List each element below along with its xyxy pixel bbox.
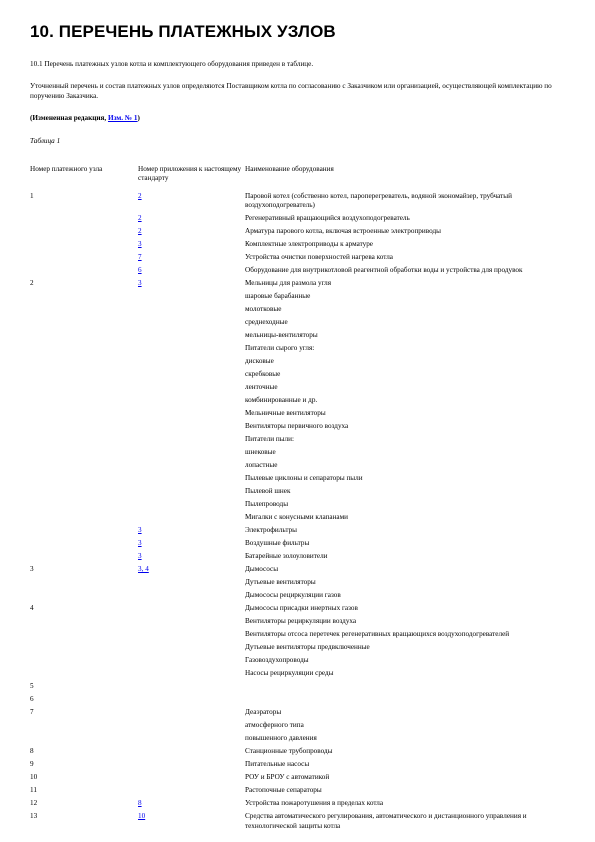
node-number-cell: 5 (30, 682, 34, 691)
node-number-cell (30, 513, 138, 526)
table-row (30, 192, 570, 214)
equipment-name-cell: Вентиляторы рециркуляции воздуха (245, 617, 357, 626)
equipment-name-cell: Дымососы (245, 565, 279, 574)
appendix-cell (138, 643, 245, 656)
table-row (30, 539, 570, 552)
appendix-link[interactable]: 3 (138, 279, 142, 288)
table-row (30, 734, 570, 747)
equipment-name-cell: среднеходные (245, 318, 288, 327)
appendix-link[interactable]: 3 (138, 240, 142, 249)
appendix-link[interactable]: 3 (138, 552, 142, 561)
table-row (30, 721, 570, 734)
edition-note (30, 114, 570, 123)
appendix-cell (138, 630, 245, 643)
table-row (30, 331, 570, 344)
appendix-cell (138, 487, 245, 500)
node-number-cell (30, 240, 138, 253)
equipment-name-cell: атмосферного типа (245, 721, 304, 730)
equipment-name-cell: мельницы-вентиляторы (245, 331, 318, 340)
equipment-name-cell: Питательные насосы (245, 760, 310, 769)
equipment-name-cell: Питатели пыли: (245, 435, 294, 444)
equipment-name-cell: Электрофильтры (245, 526, 297, 535)
table-row (30, 357, 570, 370)
node-number-cell: 6 (30, 695, 34, 704)
equipment-name-cell: Вентиляторы отсоса перетечек регенеративных вращающихся воздухоподогревателей (245, 630, 510, 639)
node-number-cell: 10 (30, 773, 38, 782)
node-number-cell: 8 (30, 747, 34, 756)
equipment-name-cell: Пылевые циклоны и сепараторы пыли (245, 474, 363, 483)
equipment-name-cell: шаровые барабанные (245, 292, 311, 301)
appendix-cell (138, 344, 245, 357)
node-number-cell (30, 669, 138, 682)
equipment-name-cell: Батарейные золоуловители (245, 552, 328, 561)
table-row (30, 370, 570, 383)
node-number-cell: 4 (30, 604, 34, 613)
page-title: 10. ПЕРЕЧЕНЬ ПЛАТЕЖНЫХ УЗЛОВ (30, 22, 336, 41)
equipment-name-cell: Устройства пожаротушения в пределах котла (245, 799, 384, 808)
appendix-link[interactable]: 10 (138, 812, 146, 821)
table-row (30, 448, 570, 461)
node-number-cell (30, 383, 138, 396)
appendix-cell (138, 253, 245, 266)
table-row (30, 422, 570, 435)
table-row (30, 253, 570, 266)
node-number-cell (30, 617, 138, 630)
appendix-cell (138, 721, 245, 734)
edition-prefix: (Измененная редакция, (30, 114, 108, 123)
header-node-number: Номер платежного узла (30, 165, 103, 174)
appendix-cell (138, 539, 245, 552)
equipment-name-cell: Регенеративный вращающийся воздухоподогреватель (245, 214, 410, 223)
equipment-name-cell: Мельницы для размола угля (245, 279, 332, 288)
node-number-cell (30, 357, 138, 370)
equipment-name-cell: комбинированные и др. (245, 396, 318, 405)
equipment-name-cell: Паровой котел (собственно котел, пароперегреватель, водяной экономайзер, трубчатый воздухоподогреватель) (245, 191, 512, 210)
appendix-link[interactable]: 7 (138, 253, 142, 262)
node-number-cell (30, 344, 138, 357)
appendix-cell (138, 370, 245, 383)
equipment-name-cell: Деаэраторы (245, 708, 282, 717)
table-row (30, 630, 570, 643)
table-caption: Таблица 1 (30, 136, 61, 145)
appendix-cell (138, 240, 245, 253)
appendix-cell (138, 591, 245, 604)
equipment-name-cell: Станционные трубопроводы (245, 747, 333, 756)
appendix-cell (138, 279, 245, 292)
node-number-cell (30, 552, 138, 565)
equipment-name-cell: Дутьевые вентиляторы (245, 578, 316, 587)
equipment-name-cell: Арматура парового котла, включая встроенные электроприводы (245, 227, 441, 236)
table-row (30, 760, 570, 773)
table-row (30, 513, 570, 526)
equipment-name-cell: Комплектные электроприводы к арматуре (245, 240, 374, 249)
equipment-name-cell (245, 682, 570, 695)
table-row (30, 396, 570, 409)
table-row (30, 773, 570, 786)
paragraph-specification: Уточненный перечень и состав платежных узлов определяются Поставщиком котла по согласованию с Заказчиком или организацией, осуществляющей комплектацию по поручению Заказчика. (30, 82, 552, 100)
appendix-cell (138, 799, 245, 812)
appendix-cell (138, 669, 245, 682)
appendix-cell (138, 396, 245, 409)
appendix-cell (138, 357, 245, 370)
node-number-cell: 11 (30, 786, 37, 795)
table-row (30, 708, 570, 721)
table-row (30, 695, 570, 708)
table-row (30, 526, 570, 539)
equipment-name-cell: дисковые (245, 357, 274, 366)
equipment-name-cell: Мельничные вентиляторы (245, 409, 326, 418)
equipment-name-cell: Дымососы присадки инертных газов (245, 604, 358, 613)
table-row (30, 799, 570, 812)
appendix-cell (138, 773, 245, 786)
table-row (30, 227, 570, 240)
equipment-name-cell: Растопочные сепараторы (245, 786, 322, 795)
appendix-link[interactable]: 3 (138, 526, 142, 535)
equipment-name-cell: Воздушные фильтры (245, 539, 310, 548)
appendix-link[interactable]: 3, 4 (138, 565, 149, 574)
table-row (30, 383, 570, 396)
equipment-name-cell: Дутьевые вентиляторы предвключенные (245, 643, 370, 652)
appendix-cell (138, 331, 245, 344)
node-number-cell (30, 214, 138, 227)
equipment-name-cell: Устройства очистки поверхностей нагрева котла (245, 253, 394, 262)
equipment-name-cell: Средства автоматического регулирования, автоматического и дистанционного управления и технологической защиты котла (245, 812, 527, 830)
table-row (30, 617, 570, 630)
node-number-cell (30, 578, 138, 591)
node-number-cell: 2 (30, 279, 34, 288)
appendix-link[interactable]: 2 (138, 214, 142, 223)
document-page (30, 22, 570, 835)
appendix-cell (138, 617, 245, 630)
table-row (30, 786, 570, 799)
table-row (30, 214, 570, 227)
appendix-cell (138, 786, 245, 799)
equipment-name-cell: лопастные (245, 461, 278, 470)
node-number-cell: 3 (30, 565, 34, 574)
equipment-name-cell: РОУ и БРОУ с автоматикой (245, 773, 330, 782)
node-number-cell (30, 422, 138, 435)
header-equipment-name: Наименование оборудования (245, 165, 334, 174)
equipment-name-cell: Вентиляторы первичного воздуха (245, 422, 349, 431)
node-number-cell: 12 (30, 799, 38, 808)
appendix-cell (138, 695, 245, 708)
node-number-cell (30, 396, 138, 409)
table-row (30, 643, 570, 656)
node-number-cell (30, 487, 138, 500)
table-row (30, 266, 570, 279)
appendix-cell (138, 708, 245, 721)
paragraph-10-1: 10.1 Перечень платежных узлов котла и комплектующего оборудования приведен в таблице. (30, 60, 314, 68)
table-row (30, 344, 570, 357)
equipment-name-cell: Дымососы рециркуляции газов (245, 591, 341, 600)
equipment-name-cell: ленточные (245, 383, 278, 392)
equipment-name-cell: Пылепроводы (245, 500, 289, 509)
appendix-link[interactable]: 2 (138, 227, 142, 236)
node-number-cell (30, 370, 138, 383)
equipment-name-cell (245, 695, 570, 708)
equipment-name-cell: Питатели сырого угля: (245, 344, 315, 353)
appendix-cell (138, 318, 245, 331)
node-number-cell (30, 331, 138, 344)
equipment-name-cell: Насосы рециркуляции среды (245, 669, 334, 678)
appendix-cell (138, 734, 245, 747)
appendix-link[interactable]: 6 (138, 266, 142, 275)
node-number-cell (30, 266, 138, 279)
appendix-cell (138, 461, 245, 474)
table-row (30, 747, 570, 760)
equipment-name-cell: Пылевой шнек (245, 487, 291, 496)
appendix-cell (138, 422, 245, 435)
equipment-name-cell: шнековые (245, 448, 276, 457)
node-number-cell (30, 630, 138, 643)
table-row (30, 812, 570, 834)
node-number-cell (30, 227, 138, 240)
appendix-cell (138, 435, 245, 448)
node-number-cell (30, 448, 138, 461)
appendix-cell (138, 526, 245, 539)
node-number-cell (30, 591, 138, 604)
equipment-name-cell: Газовоздухопроводы (245, 656, 309, 665)
appendix-cell (138, 565, 245, 578)
table-row (30, 669, 570, 682)
edition-suffix: ) (137, 114, 140, 123)
amendment-link[interactable]: Изм. № 1 (107, 114, 138, 123)
equipment-name-cell: скребковые (245, 370, 281, 379)
table-row (30, 656, 570, 669)
table-row (30, 604, 570, 617)
table-row (30, 461, 570, 474)
appendix-cell (138, 383, 245, 396)
appendix-cell (138, 448, 245, 461)
appendix-cell (138, 812, 245, 834)
node-number-cell (30, 656, 138, 669)
node-number-cell (30, 734, 138, 747)
appendix-cell (138, 760, 245, 773)
appendix-cell (138, 513, 245, 526)
table-row (30, 292, 570, 305)
appendix-cell (138, 656, 245, 669)
node-number-cell (30, 500, 138, 513)
node-number-cell: 13 (30, 812, 38, 821)
node-number-cell (30, 539, 138, 552)
node-number-cell: 1 (30, 191, 34, 200)
appendix-cell (138, 292, 245, 305)
header-appendix-number: Номер приложения к настоящему стандарту (138, 165, 242, 183)
node-number-cell (30, 461, 138, 474)
appendix-cell (138, 192, 245, 214)
table-row (30, 578, 570, 591)
payment-nodes-table (30, 165, 570, 835)
node-number-cell (30, 318, 138, 331)
node-number-cell (30, 253, 138, 266)
appendix-cell (138, 604, 245, 617)
appendix-cell (138, 227, 245, 240)
table-row (30, 305, 570, 318)
appendix-cell (138, 474, 245, 487)
table-row (30, 435, 570, 448)
node-number-cell (30, 474, 138, 487)
appendix-cell (138, 578, 245, 591)
appendix-cell (138, 266, 245, 279)
node-number-cell (30, 721, 138, 734)
table-row (30, 682, 570, 695)
appendix-cell (138, 747, 245, 760)
node-number-cell: 9 (30, 760, 34, 769)
node-number-cell (30, 643, 138, 656)
appendix-cell (138, 552, 245, 565)
appendix-link[interactable]: 2 (138, 191, 142, 200)
node-number-cell: 7 (30, 708, 34, 717)
table-row (30, 409, 570, 422)
appendix-cell (138, 214, 245, 227)
table-row (30, 240, 570, 253)
node-number-cell (30, 435, 138, 448)
table-row (30, 565, 570, 578)
appendix-link[interactable]: 8 (138, 799, 142, 808)
table-row (30, 552, 570, 565)
appendix-link[interactable]: 3 (138, 539, 142, 548)
table-row (30, 487, 570, 500)
equipment-name-cell: повышенного давления (245, 734, 317, 743)
appendix-cell (138, 682, 245, 695)
appendix-cell (138, 409, 245, 422)
node-number-cell (30, 526, 138, 539)
table-header-row (30, 165, 570, 192)
table-row (30, 474, 570, 487)
table-row (30, 500, 570, 513)
table-row (30, 318, 570, 331)
table-row (30, 279, 570, 292)
table-row (30, 591, 570, 604)
appendix-cell (138, 305, 245, 318)
node-number-cell (30, 292, 138, 305)
equipment-name-cell: Оборудование для внутрикотловой реагентной обработки воды и устройства для продувок (245, 266, 523, 275)
node-number-cell (30, 409, 138, 422)
equipment-name-cell: молотковые (245, 305, 282, 314)
node-number-cell (30, 305, 138, 318)
appendix-cell (138, 500, 245, 513)
equipment-name-cell: Мигалки с конусными клапанами (245, 513, 349, 522)
